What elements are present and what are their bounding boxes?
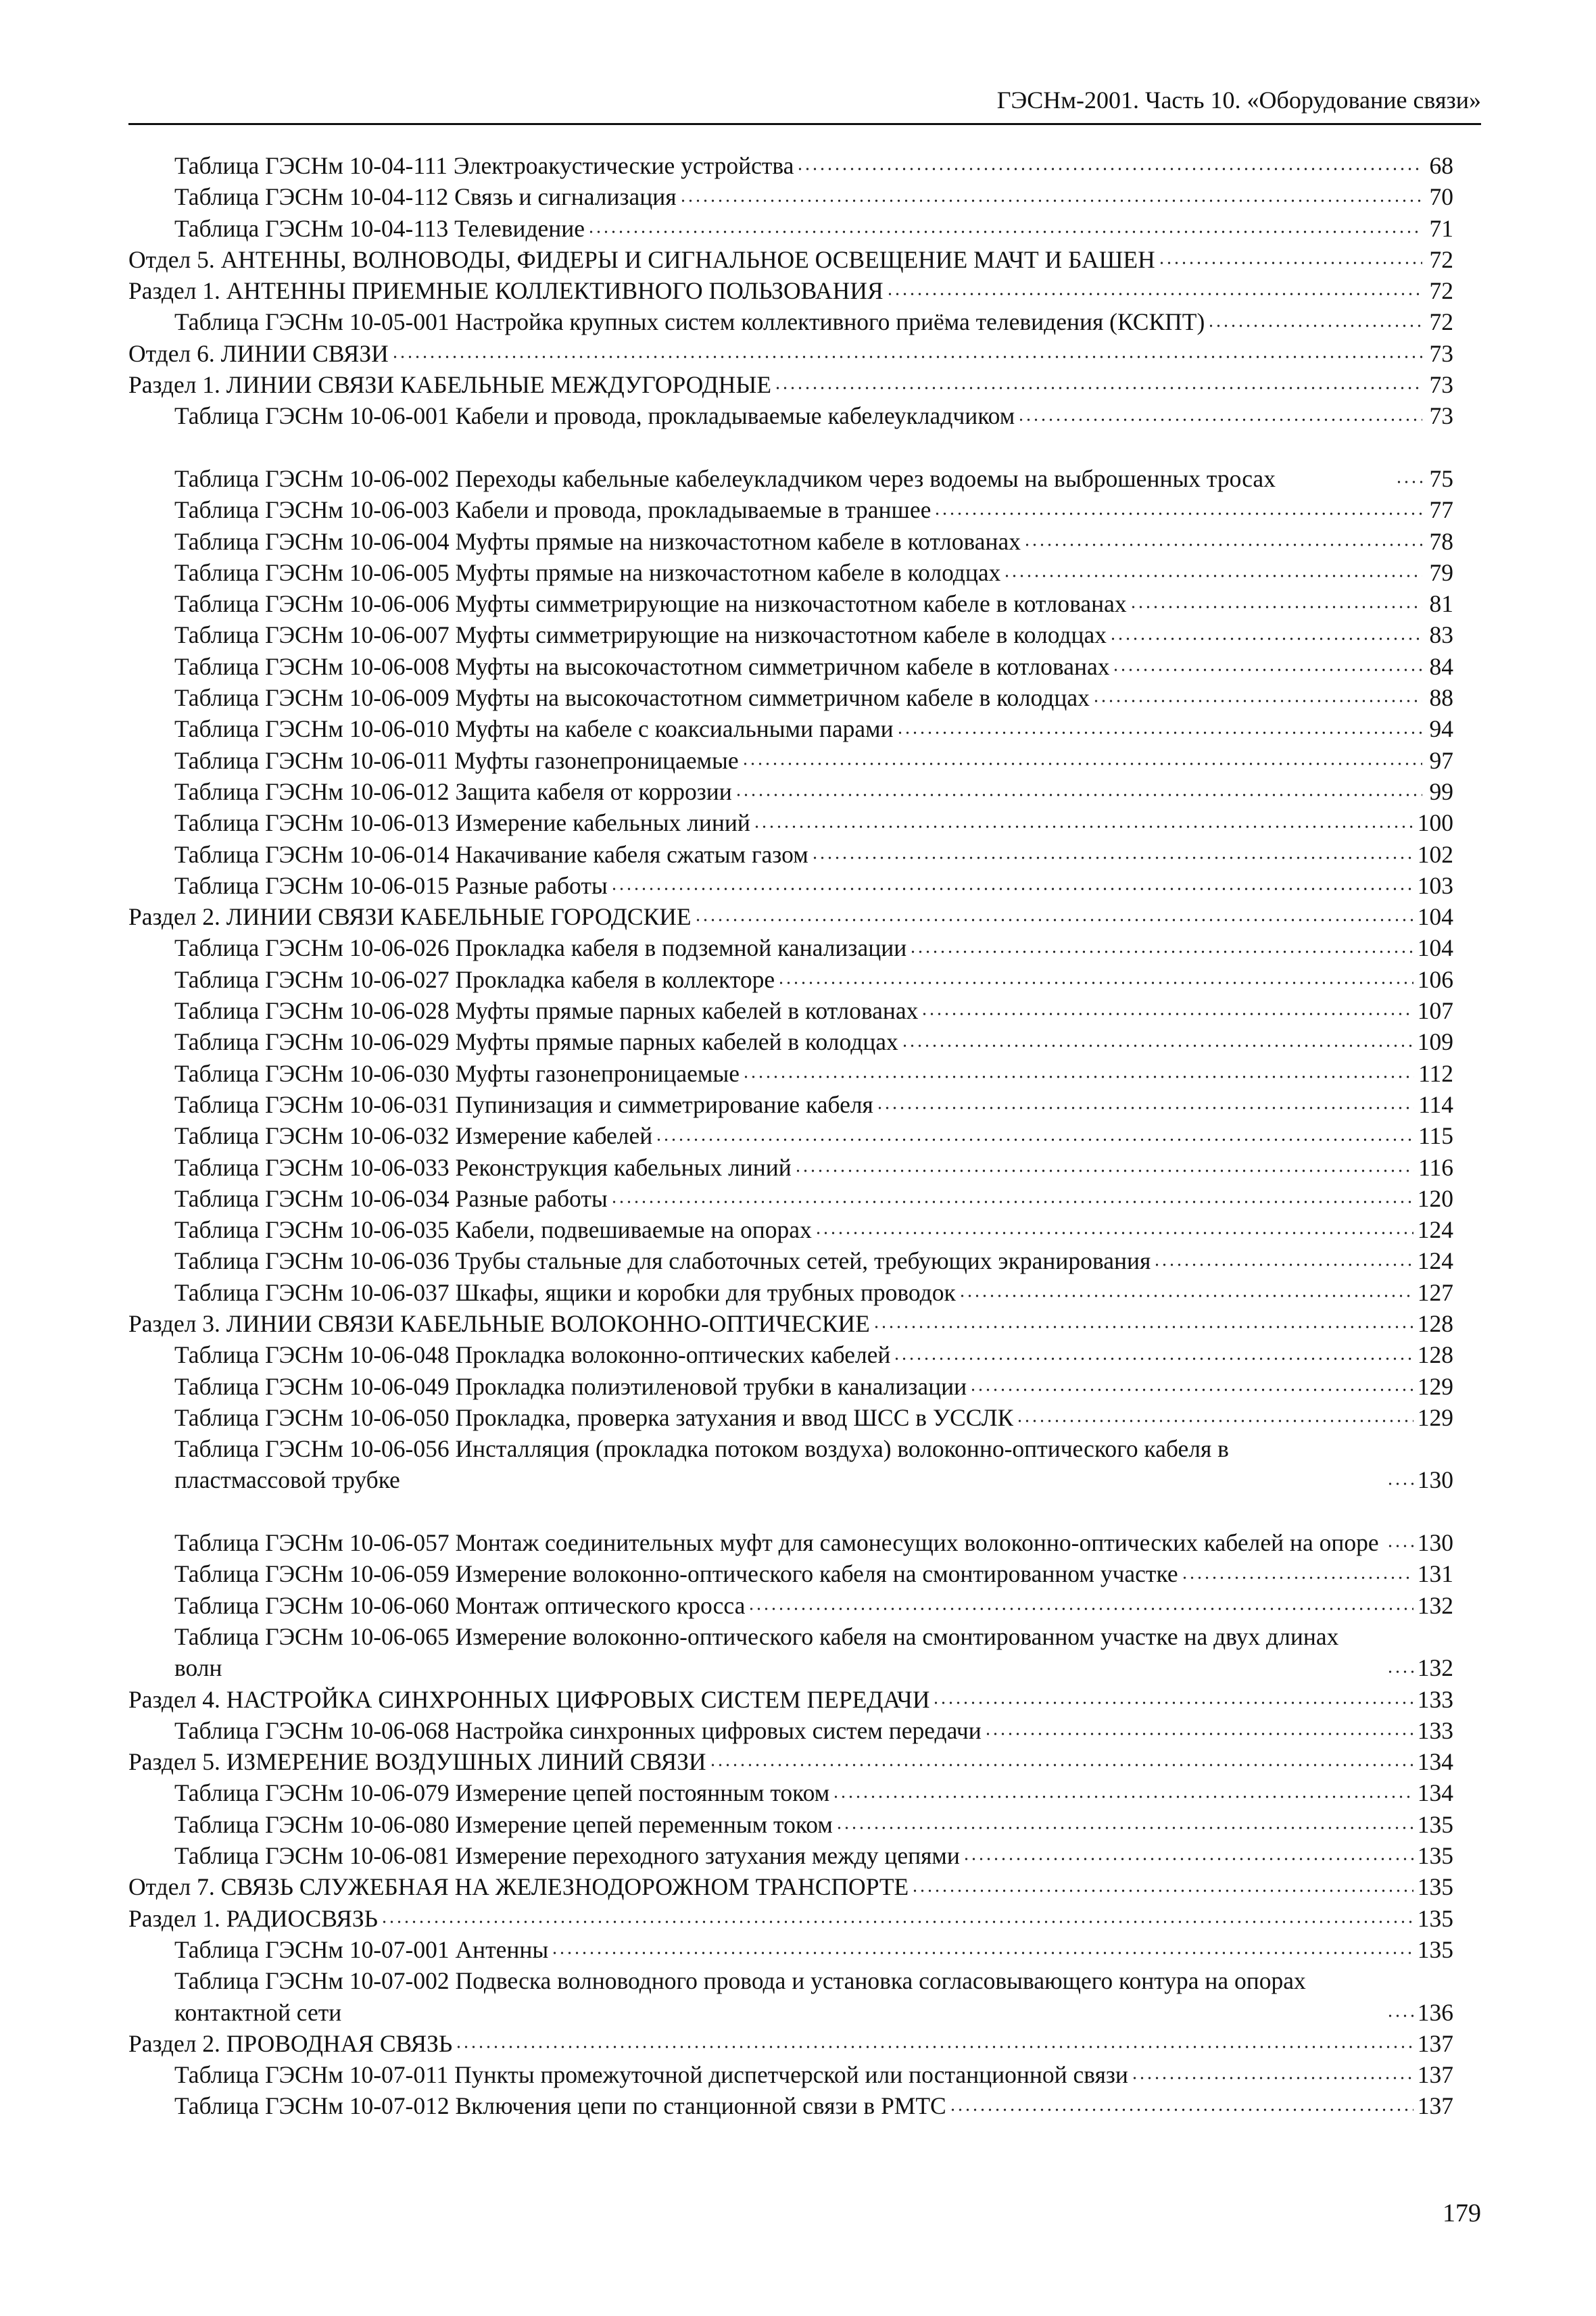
toc-entry-title: Таблица ГЭСНм 10-06-006 Муфты симметрирующие на низкочастотном кабеле в котлованах	[174, 590, 1127, 618]
toc-entry-table[interactable]	[128, 1245, 1453, 1276]
toc-entry-title: Таблица ГЭСНм 10-06-030 Муфты газонепроницаемые	[174, 1059, 740, 1087]
dot-leader	[1017, 416, 1422, 424]
toc-entry-page: 128	[1417, 1341, 1453, 1369]
toc-entry-title: Таблица ГЭСНм 10-06-009 Муфты на высокочастотном симметричном кабеле в колодцах	[174, 684, 1090, 712]
toc-entry-page: 124	[1417, 1247, 1453, 1275]
toc-entry-page: 78	[1429, 527, 1453, 555]
toc-entry-title: Таблица ГЭСНм 10-06-056 Инсталляция (прокладка потоком воздуха) волоконно-оптического кабеля в пластмассовой трубке	[174, 1435, 1229, 1494]
toc-entry-title: Раздел 1. РАДИОСВЯЗЬ	[128, 1904, 378, 1932]
toc-entry-title: Таблица ГЭСНм 10-06-008 Муфты на высокочастотном симметричном кабеле в котлованах	[174, 652, 1110, 680]
toc-entry-title: Отдел 7. СВЯЗЬ СЛУЖЕБНАЯ НА ЖЕЛЕЗНОДОРОЖНОМ ТРАНСПОРТЕ	[128, 1873, 909, 1901]
dot-leader	[1386, 1542, 1413, 1550]
dot-leader	[1386, 1668, 1413, 1676]
toc-entry-table[interactable]	[128, 1590, 1453, 1621]
toc-entry-department[interactable]	[128, 244, 1453, 275]
toc-entry-page: 99	[1429, 777, 1453, 805]
dot-leader	[748, 1605, 1413, 1613]
toc-entry-title: Таблица ГЭСНм 10-06-080 Измерение цепей переменным током	[174, 1810, 833, 1838]
toc-entry-title: Таблица ГЭСНм 10-06-079 Измерение цепей постоянным током	[174, 1779, 830, 1807]
toc-entry-section[interactable]	[128, 369, 1453, 400]
dot-leader	[796, 165, 1422, 173]
toc-entry-page: 104	[1417, 934, 1453, 962]
toc-entry-table[interactable]	[128, 400, 1453, 431]
toc-entry-table[interactable]	[128, 1026, 1453, 1057]
toc-entry-title: Таблица ГЭСНм 10-06-012 Защита кабеля от коррозии	[174, 777, 732, 805]
dot-leader	[963, 1855, 1413, 1863]
toc-entry-page: 136	[1417, 1998, 1453, 2026]
toc-entry-section[interactable]	[128, 1746, 1453, 1777]
dot-leader	[876, 1104, 1414, 1112]
toc-entry-title: Таблица ГЭСНм 10-06-010 Муфты на кабеле с коаксиальными парами	[174, 715, 894, 743]
dot-leader	[1130, 603, 1422, 611]
toc-entry-title: Таблица ГЭСНм 10-06-027 Прокладка кабеля в коллекторе	[174, 965, 775, 993]
toc-entry-section[interactable]	[128, 275, 1453, 306]
toc-entry-table[interactable]	[128, 181, 1453, 212]
dot-leader	[1153, 1261, 1413, 1269]
toc-entry-page: 75	[1429, 464, 1453, 492]
dot-leader	[1386, 1480, 1413, 1488]
toc-entry-table[interactable]	[128, 682, 1453, 713]
toc-entry-page: 129	[1417, 1372, 1453, 1400]
toc-entry-page: 131	[1417, 1560, 1453, 1588]
toc-entry-section[interactable]	[128, 1903, 1453, 1934]
dot-leader	[709, 1761, 1413, 1769]
toc-entry-table[interactable]	[128, 619, 1453, 650]
toc-entry-section[interactable]	[128, 901, 1453, 932]
toc-entry-title: Раздел 2. ЛИНИИ СВЯЗИ КАБЕЛЬНЫЕ ГОРОДСКИЕ	[128, 903, 692, 931]
toc-entry-title: Таблица ГЭСНм 10-06-001 Кабели и провода, прокладываемые кабелеукладчиком	[174, 402, 1015, 430]
dot-leader	[753, 823, 1413, 831]
toc-entry-page: 72	[1429, 245, 1453, 273]
toc-entry-title: Таблица ГЭСНм 10-06-060 Монтаж оптического кросса	[174, 1591, 746, 1619]
dot-leader	[735, 791, 1422, 799]
toc-entry-title: Таблица ГЭСНм 10-05-001 Настройка крупных систем коллективного приёма телевидения (КСКПТ)	[174, 308, 1205, 336]
dot-leader	[1131, 2074, 1413, 2082]
toc-entry-title: Раздел 5. ИЗМЕРЕНИЕ ВОЗДУШНЫХ ЛИНИЙ СВЯЗИ	[128, 1748, 706, 1776]
toc-entry-section[interactable]	[128, 1308, 1453, 1339]
toc-entry-table[interactable]	[128, 1934, 1453, 1965]
toc-entry-table[interactable]	[128, 588, 1453, 619]
toc-entry-title: Таблица ГЭСНм 10-06-011 Муфты газонепроницаемые	[174, 746, 739, 774]
toc-entry-page: 132	[1417, 1591, 1453, 1619]
toc-entry-page: 79	[1429, 558, 1453, 586]
toc-entry-title: Таблица ГЭСНм 10-06-003 Кабели и провода, прокладываемые в траншее	[174, 496, 932, 524]
toc-entry-department[interactable]	[128, 338, 1453, 369]
toc-entry-table[interactable]	[128, 1558, 1453, 1589]
toc-entry-page: 73	[1429, 339, 1453, 367]
toc-entry-page: 130	[1417, 1529, 1453, 1557]
toc-entry-table[interactable]	[128, 713, 1453, 744]
dot-leader	[934, 510, 1422, 518]
toc-entry-page: 94	[1429, 715, 1453, 743]
toc-entry-section[interactable]	[128, 2028, 1453, 2059]
dot-leader	[886, 290, 1422, 298]
toc-entry-title: Таблица ГЭСНм 10-06-028 Муфты прямые парных кабелей в котлованах	[174, 997, 919, 1025]
toc-entry-table[interactable]	[128, 1621, 1453, 1684]
toc-entry-page: 100	[1417, 809, 1453, 837]
toc-entry-table[interactable]	[128, 432, 1453, 495]
toc-entry-department[interactable]	[128, 1871, 1453, 1902]
toc-entry-table[interactable]	[128, 1339, 1453, 1370]
toc-entry-title: Таблица ГЭСНм 10-06-033 Реконструкция кабельных линий	[174, 1153, 792, 1181]
toc-entry-page: 72	[1429, 277, 1453, 305]
toc-entry-table[interactable]	[128, 1277, 1453, 1308]
toc-entry-title: Отдел 6. ЛИНИИ СВЯЗИ	[128, 339, 389, 367]
page-header-title: ГЭСНм-2001. Часть 10. «Оборудование связи»	[996, 87, 1481, 114]
toc-entry-table[interactable]	[128, 932, 1453, 963]
toc-entry-page: 88	[1429, 684, 1453, 712]
toc-entry-table[interactable]	[128, 2090, 1453, 2121]
toc-entry-table[interactable]	[128, 1496, 1453, 1559]
toc-entry-title: Таблица ГЭСНм 10-07-002 Подвеска волноводного провода и установка согласовывающего контура на опорах контактной сети	[174, 1967, 1306, 2026]
toc-entry-page: 109	[1417, 1028, 1453, 1056]
toc-entry-table[interactable]	[128, 964, 1453, 995]
toc-entry-page: 71	[1429, 214, 1453, 242]
toc-entry-title: Таблица ГЭСНм 10-06-068 Настройка синхронных цифровых систем передачи	[174, 1716, 982, 1744]
dot-leader	[1386, 2012, 1413, 2020]
dot-leader	[1112, 666, 1422, 674]
dot-leader	[381, 1918, 1413, 1926]
toc-entry-title: Таблица ГЭСНм 10-06-059 Измерение волоконно-оптического кабеля на смонтированном участке	[174, 1560, 1178, 1588]
dot-leader	[896, 729, 1422, 737]
dot-leader	[969, 1386, 1413, 1394]
toc-entry-table[interactable]	[128, 776, 1453, 807]
toc-entry-page: 130	[1417, 1466, 1453, 1494]
page-number: 179	[1443, 2199, 1481, 2227]
toc-entry-title: Раздел 1. АНТЕННЫ ПРИЕМНЫЕ КОЛЛЕКТИВНОГО ПОЛЬЗОВАНИЯ	[128, 277, 884, 305]
toc-entry-title: Таблица ГЭСНм 10-06-036 Трубы стальные для слаботочных сетей, требующих экранирования	[174, 1247, 1151, 1275]
dot-leader	[911, 1887, 1413, 1895]
dot-leader	[873, 1323, 1413, 1331]
toc-entry-page: 68	[1429, 152, 1453, 179]
toc-entry-page: 72	[1429, 308, 1453, 336]
toc-entry-title: Раздел 4. НАСТРОЙКА СИНХРОННЫХ ЦИФРОВЫХ СИСТЕМ ПЕРЕДАЧИ	[128, 1685, 930, 1713]
toc-entry-title: Таблица ГЭСНм 10-07-001 Антенны	[174, 1935, 549, 1963]
toc-entry-title: Таблица ГЭСНм 10-06-015 Разные работы	[174, 871, 608, 899]
dot-leader	[587, 228, 1422, 236]
toc-entry-section[interactable]	[128, 1684, 1453, 1715]
toc-entry-table[interactable]	[128, 1120, 1453, 1151]
toc-entry-page: 70	[1429, 183, 1453, 211]
dot-leader	[832, 1793, 1413, 1801]
toc-entry-title: Таблица ГЭСНм 10-07-012 Включения цепи по станционной связи в РМТС	[174, 2092, 946, 2120]
dot-leader	[1109, 635, 1422, 643]
toc-entry-table[interactable]	[128, 1777, 1453, 1808]
toc-entry-table[interactable]	[128, 1965, 1453, 2028]
toc-entry-title: Раздел 3. ЛИНИИ СВЯЗИ КАБЕЛЬНЫЕ ВОЛОКОННО-ОПТИЧЕСКИЕ	[128, 1309, 870, 1337]
toc-entry-title: Таблица ГЭСНм 10-06-081 Измерение переходного затухания между цепями	[174, 1842, 960, 1870]
toc-entry-table[interactable]	[128, 1152, 1453, 1183]
dot-leader	[742, 1073, 1414, 1081]
toc-entry-page: 135	[1417, 1842, 1453, 1870]
toc-entry-title: Отдел 5. АНТЕННЫ, ВОЛНОВОДЫ, ФИДЕРЫ И СИГНАЛЬНОЕ ОСВЕЩЕНИЕ МАЧТ И БАШЕН	[128, 245, 1155, 273]
toc-entry-title: Таблица ГЭСНм 10-07-011 Пункты промежуточной диспетчерской или постанционной связи	[174, 2061, 1128, 2089]
dot-leader	[893, 1355, 1413, 1363]
table-of-contents	[128, 150, 1453, 2122]
toc-entry-table[interactable]	[128, 526, 1453, 557]
toc-entry-page: 77	[1429, 496, 1453, 524]
dot-leader	[610, 885, 1413, 893]
toc-entry-page: 83	[1429, 621, 1453, 649]
toc-entry-page: 135	[1417, 1904, 1453, 1932]
dot-leader	[1003, 572, 1422, 580]
toc-entry-page: 114	[1418, 1090, 1453, 1118]
toc-entry-page: 73	[1429, 371, 1453, 399]
toc-entry-title: Таблица ГЭСНм 10-06-065 Измерение волоконно-оптического кабеля на смонтированном участке на двух длинах волн	[174, 1622, 1339, 1682]
toc-entry-title: Таблица ГЭСНм 10-06-014 Накачивание кабеля сжатым газом	[174, 840, 808, 868]
toc-entry-table[interactable]	[128, 213, 1453, 244]
toc-entry-title: Таблица ГЭСНм 10-06-057 Монтаж соединительных муфт для самонесущих волоконно-оптических кабелей на опоре	[174, 1529, 1379, 1557]
toc-entry-title: Таблица ГЭСНм 10-06-004 Муфты прямые на низкочастотном кабеле в котлованах	[174, 527, 1021, 555]
toc-entry-page: 120	[1417, 1184, 1453, 1212]
toc-entry-page: 128	[1417, 1309, 1453, 1337]
dot-leader	[815, 1229, 1413, 1237]
toc-entry-page: 112	[1418, 1059, 1453, 1087]
toc-entry-title: Таблица ГЭСНм 10-06-050 Прокладка, проверка затухания и ввод ШСС в УССЛК	[174, 1403, 1014, 1431]
dot-leader	[1395, 478, 1422, 486]
toc-entry-table[interactable]	[128, 651, 1453, 682]
dot-leader	[391, 353, 1422, 361]
toc-entry-page: 135	[1417, 1873, 1453, 1901]
dot-leader	[774, 384, 1422, 392]
toc-entry-title: Таблица ГЭСНм 10-06-032 Измерение кабелей	[174, 1122, 653, 1150]
toc-entry-page: 81	[1429, 590, 1453, 618]
toc-entry-title: Таблица ГЭСНм 10-06-031 Пупинизация и симметрирование кабеля	[174, 1090, 873, 1118]
toc-entry-page: 127	[1417, 1278, 1453, 1306]
dot-leader	[1207, 322, 1422, 330]
dot-leader	[1158, 259, 1422, 267]
dot-leader	[455, 2043, 1413, 2051]
toc-entry-title: Таблица ГЭСНм 10-06-007 Муфты симметрирующие на низкочастотном кабеле в колодцах	[174, 621, 1107, 649]
toc-entry-page: 133	[1417, 1716, 1453, 1744]
dot-leader	[1181, 1574, 1413, 1582]
dot-leader	[610, 1198, 1413, 1206]
dot-leader	[901, 1042, 1413, 1050]
dot-leader	[694, 916, 1413, 924]
toc-entry-title: Таблица ГЭСНм 10-06-002 Переходы кабельные кабелеукладчиком через водоемы на выброшенных тросах	[174, 464, 1276, 492]
toc-entry-title: Раздел 1. ЛИНИИ СВЯЗИ КАБЕЛЬНЫЕ МЕЖДУГОРОДНЫЕ	[128, 371, 772, 399]
toc-entry-title: Таблица ГЭСНм 10-06-005 Муфты прямые на низкочастотном кабеле в колодцах	[174, 558, 1001, 586]
toc-entry-table[interactable]	[128, 557, 1453, 588]
toc-entry-page: 134	[1417, 1748, 1453, 1776]
dot-leader	[655, 1136, 1414, 1144]
dot-leader	[909, 948, 1413, 956]
dot-leader	[551, 1949, 1413, 1957]
toc-entry-page: 73	[1429, 402, 1453, 430]
toc-entry-table[interactable]	[128, 1371, 1453, 1402]
toc-entry-title: Таблица ГЭСНм 10-06-048 Прокладка волоконно-оптических кабелей	[174, 1341, 891, 1369]
toc-entry-title: Таблица ГЭСНм 10-04-112 Связь и сигнализация	[174, 183, 677, 211]
toc-entry-title: Таблица ГЭСНм 10-06-026 Прокладка кабеля в подземной канализации	[174, 934, 907, 962]
toc-entry-table[interactable]	[128, 1058, 1453, 1089]
toc-entry-table[interactable]	[128, 1214, 1453, 1245]
toc-entry-page: 124	[1417, 1216, 1453, 1244]
dot-leader	[742, 760, 1422, 768]
dot-leader	[679, 197, 1422, 205]
toc-entry-title: Таблица ГЭСНм 10-06-034 Разные работы	[174, 1184, 608, 1212]
toc-entry-table[interactable]	[128, 150, 1453, 181]
dot-leader	[836, 1824, 1413, 1832]
toc-entry-table[interactable]	[128, 870, 1453, 901]
toc-entry-table[interactable]	[128, 1840, 1453, 1871]
toc-entry-page: 132	[1417, 1654, 1453, 1682]
toc-entry-title: Таблица ГЭСНм 10-06-049 Прокладка полиэтиленовой трубки в канализации	[174, 1372, 967, 1400]
dot-leader	[1016, 1417, 1413, 1425]
dot-leader	[777, 979, 1413, 987]
toc-entry-table[interactable]	[128, 745, 1453, 776]
toc-entry-title: Таблица ГЭСНм 10-04-113 Телевидение	[174, 214, 585, 242]
toc-entry-table[interactable]	[128, 2059, 1453, 2090]
toc-entry-page: 129	[1417, 1403, 1453, 1431]
toc-entry-title: Таблица ГЭСНм 10-06-029 Муфты прямые парных кабелей в колодцах	[174, 1028, 898, 1056]
dot-leader	[794, 1167, 1414, 1175]
dot-leader	[921, 1010, 1413, 1018]
toc-entry-table[interactable]	[128, 839, 1453, 870]
toc-entry-table[interactable]	[128, 1715, 1453, 1746]
toc-entry-page: 133	[1417, 1685, 1453, 1713]
toc-entry-table[interactable]	[128, 807, 1453, 838]
dot-leader	[949, 2106, 1413, 2114]
toc-entry-page: 103	[1417, 871, 1453, 899]
toc-entry-page: 104	[1417, 903, 1453, 931]
toc-entry-page: 134	[1417, 1779, 1453, 1807]
toc-entry-table[interactable]	[128, 1183, 1453, 1214]
dot-leader	[811, 854, 1413, 862]
toc-entry-page: 137	[1417, 2061, 1453, 2089]
toc-entry-title: Раздел 2. ПРОВОДНАЯ СВЯЗЬ	[128, 2029, 453, 2057]
toc-entry-title: Таблица ГЭСНм 10-06-037 Шкафы, ящики и коробки для трубных проводок	[174, 1278, 956, 1306]
toc-entry-table[interactable]	[128, 494, 1453, 525]
toc-entry-page: 97	[1429, 746, 1453, 774]
toc-entry-page: 137	[1417, 2092, 1453, 2120]
toc-entry-page: 116	[1418, 1153, 1453, 1181]
toc-entry-table[interactable]	[128, 1402, 1453, 1433]
toc-entry-table[interactable]	[128, 1809, 1453, 1840]
toc-entry-title: Таблица ГЭСНм 10-06-013 Измерение кабельных линий	[174, 809, 750, 837]
toc-entry-table[interactable]	[128, 1433, 1453, 1496]
toc-entry-page: 107	[1417, 997, 1453, 1025]
toc-entry-title: Таблица ГЭСНм 10-04-111 Электроакустические устройства	[174, 152, 794, 179]
toc-entry-table[interactable]	[128, 995, 1453, 1026]
toc-entry-page: 84	[1429, 652, 1453, 680]
toc-entry-page: 106	[1417, 965, 1453, 993]
toc-entry-page: 135	[1417, 1810, 1453, 1838]
toc-entry-table[interactable]	[128, 306, 1453, 337]
toc-entry-page: 102	[1417, 840, 1453, 868]
toc-entry-table[interactable]	[128, 1089, 1453, 1120]
toc-entry-title: Таблица ГЭСНм 10-06-035 Кабели, подвешиваемые на опорах	[174, 1216, 812, 1244]
toc-entry-page: 115	[1418, 1122, 1453, 1150]
toc-entry-page: 137	[1417, 2029, 1453, 2057]
dot-leader	[932, 1699, 1413, 1707]
dot-leader	[959, 1292, 1413, 1300]
dot-leader	[1023, 541, 1422, 549]
page-header	[128, 81, 1481, 125]
dot-leader	[1092, 697, 1422, 705]
toc-entry-page: 135	[1417, 1935, 1453, 1963]
dot-leader	[984, 1730, 1413, 1738]
